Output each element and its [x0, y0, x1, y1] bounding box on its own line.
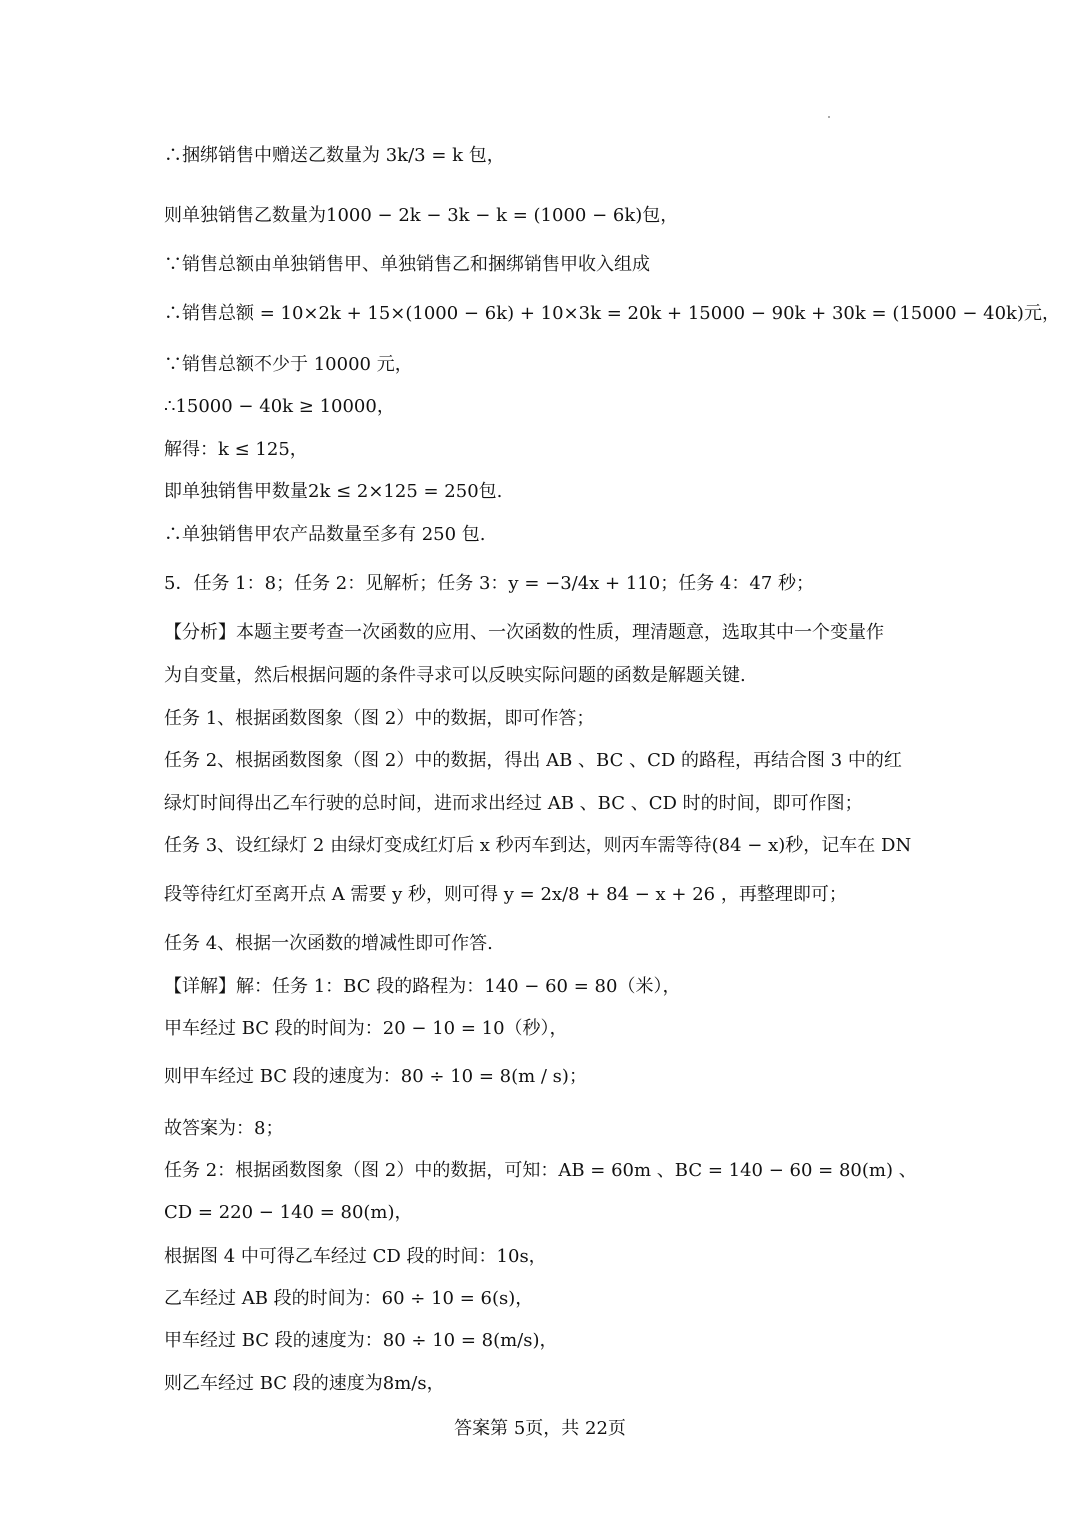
text-line: 段等待红灯至离开点 A 需要 y 秒，则可得 y = 2x/8 + 84 − x + 26 ，再整理即可；: [164, 884, 847, 905]
text-line: 则甲车经过 BC 段的速度为：80 ÷ 10 = 8(m / s)；: [164, 1066, 587, 1087]
page-footer: 答案第 5页，共 22页: [454, 1418, 626, 1439]
text-line: ∵销售总额由单独销售甲、单独销售乙和捆绑销售甲收入组成: [164, 254, 650, 275]
text-line: ∵销售总额不少于 10000 元，: [164, 354, 413, 375]
text-line: 绿灯时间得出乙车行驶的总时间，进而求出经过 AB 、BC 、CD 时的时间，即可作图；: [164, 793, 863, 814]
text-line: ∴销售总额 = 10×2k + 15×(1000 − 6k) + 10×3k = 20k + 15000 − 90k + 30k = (15000 − 40k)元，: [164, 303, 1060, 324]
text-line: 故答案为：8；: [164, 1118, 284, 1139]
text-line: 为自变量，然后根据问题的条件寻求可以反映实际问题的函数是解题关键.: [164, 665, 746, 686]
scan-speck: [828, 116, 830, 118]
text-line: 任务 2：根据函数图象（图 2）中的数据，可知：AB = 60m 、BC = 140 − 60 = 80(m) 、: [164, 1160, 917, 1181]
text-line: 甲车经过 BC 段的时间为：20 − 10 = 10（秒），: [164, 1018, 568, 1039]
text-line: 任务 3、设红绿灯 2 由绿灯变成红灯后 x 秒丙车到达，则丙车需等待(84 − x)秒，记车在 DN: [164, 835, 912, 856]
text-line: 根据图 4 中可得乙车经过 CD 段的时间：10s，: [164, 1246, 547, 1267]
text-line: 5．任务 1：8；任务 2：见解析；任务 3：y = −3/4x + 110；任务 4：47 秒；: [164, 573, 815, 594]
text-line: 甲车经过 BC 段的速度为：80 ÷ 10 = 8(m/s)，: [164, 1330, 558, 1351]
text-line: 则单独销售乙数量为1000 − 2k − 3k − k = (1000 − 6k)包，: [164, 205, 679, 226]
text-line: 则乙车经过 BC 段的速度为8m/s，: [164, 1373, 445, 1394]
text-line: ∴单独销售甲农产品数量至多有 250 包.: [164, 524, 486, 545]
text-line: 任务 1、根据函数图象（图 2）中的数据，即可作答；: [164, 708, 595, 729]
text-line: 乙车经过 AB 段的时间为：60 ÷ 10 = 6(s)，: [164, 1288, 534, 1309]
text-line: 【分析】本题主要考查一次函数的应用、一次函数的性质，理清题意，选取其中一个变量作: [164, 622, 884, 643]
text-line: 任务 2、根据函数图象（图 2）中的数据，得出 AB 、BC 、CD 的路程，再结合图 3 中的红: [164, 750, 902, 771]
text-line: 即单独销售甲数量2k ≤ 2×125 = 250包.: [164, 481, 503, 502]
text-line: 解得：k ≤ 125，: [164, 439, 308, 460]
text-line: 任务 4、根据一次函数的增减性即可作答.: [164, 933, 493, 954]
text-line: ∴15000 − 40k ≥ 10000，: [164, 396, 395, 417]
text-line: ∴捆绑销售中赠送乙数量为 3k/3 = k 包，: [164, 145, 505, 166]
text-line: CD = 220 − 140 = 80(m)，: [164, 1202, 413, 1223]
text-line: 【详解】解：任务 1：BC 段的路程为：140 − 60 = 80（米），: [164, 976, 681, 997]
